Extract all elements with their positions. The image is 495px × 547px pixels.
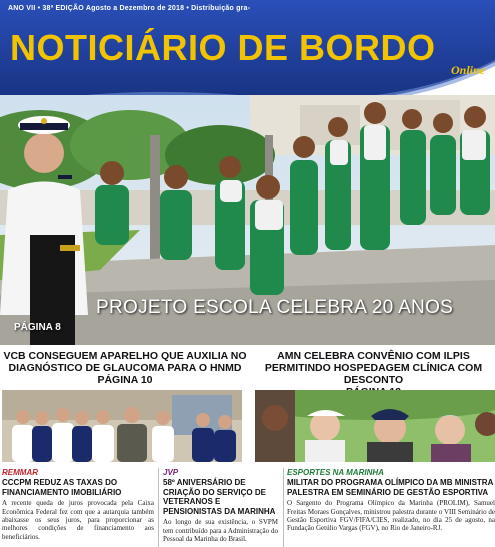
column-divider [158, 468, 159, 547]
article-esportes-title: MILITAR DO PROGRAMA OLÍMPICO DA MB MINISTRA PALESTRA EM SEMINÁRIO DE GESTÃO ESPORTIVA [287, 478, 494, 497]
article-esportes-kicker: ESPORTES NA MARINHA [287, 468, 384, 477]
masthead-subtitle: Online [450, 63, 485, 77]
article-jvp-kicker: JVP [163, 468, 179, 477]
article-remmar-body: A recente queda de juros provocada pela Caixa Econômica Federal fez com que a autarquia também abaixasse os seus juros, para proporcionar as melhores condições de financiamento aos beneficiários. [2, 499, 154, 541]
photo-hospital-group[interactable] [2, 390, 242, 462]
headline-glaucoma-text: VCB CONSEGUEM APARELHO QUE AUXILIA NO DIAGNÓSTICO DE GLAUCOMA PARA O HNMD [3, 350, 247, 375]
headline-glaucoma-page: PÁGINA 10 [97, 374, 153, 387]
photo-elderly-group[interactable] [255, 390, 495, 462]
hero-photo[interactable] [0, 95, 495, 345]
elderly-group-illustration [255, 390, 495, 462]
headline-glaucoma[interactable] [2, 350, 248, 386]
article-jvp[interactable] [163, 468, 278, 547]
article-remmar-title: CCCPM REDUZ AS TAXAS DO FINANCIAMENTO IMOBILIÁRIO [2, 478, 122, 497]
article-jvp-body: Ao longo de sua existência, o SVPM tem contribuído para a Administração do Pessoal da Marinha do Brasil. [163, 518, 278, 544]
article-esportes-body: O Sargento do Programa Olímpico da Marinha (PROLIM), Samuel Freitas Moraes Gonçalves, ministrou palestra durante o VIII Seminário de Gestão Esportiva FGV/FIFA/CIES, realizado, no dia 25 de agosto, na Fundação Getúlio Vargas (FGV), no Rio de Janeiro-RJ. [287, 499, 495, 533]
hero-headline[interactable]: PROJETO ESCOLA CELEBRA 20 ANOS [96, 297, 454, 318]
article-remmar-kicker: REMMAR [2, 468, 38, 477]
hospital-group-illustration [2, 390, 242, 462]
article-esportes[interactable] [287, 468, 495, 547]
headline-ilpis-text: AMN CELEBRA CONVÊNIO COM ILPIS PERMITINDO HOSPEDAGEM CLÍNICA COM DESCONTO [264, 350, 483, 387]
hero-page-ref[interactable]: PÁGINA 8 [14, 322, 61, 333]
masthead-title: NOTICIÁRIO DE BORDO [10, 27, 436, 68]
issue-line: ANO VII • 38ª EDIÇÃO Agosto a Dezembro de 2018 • Distribuição gra- [8, 5, 251, 12]
article-jvp-title: 58º ANIVERSÁRIO DE CRIAÇÃO DO SERVIÇO DE VETERANOS E PENSIONISTAS DA MARINHA [163, 478, 276, 516]
column-divider [283, 468, 284, 547]
article-remmar[interactable] [2, 468, 154, 547]
